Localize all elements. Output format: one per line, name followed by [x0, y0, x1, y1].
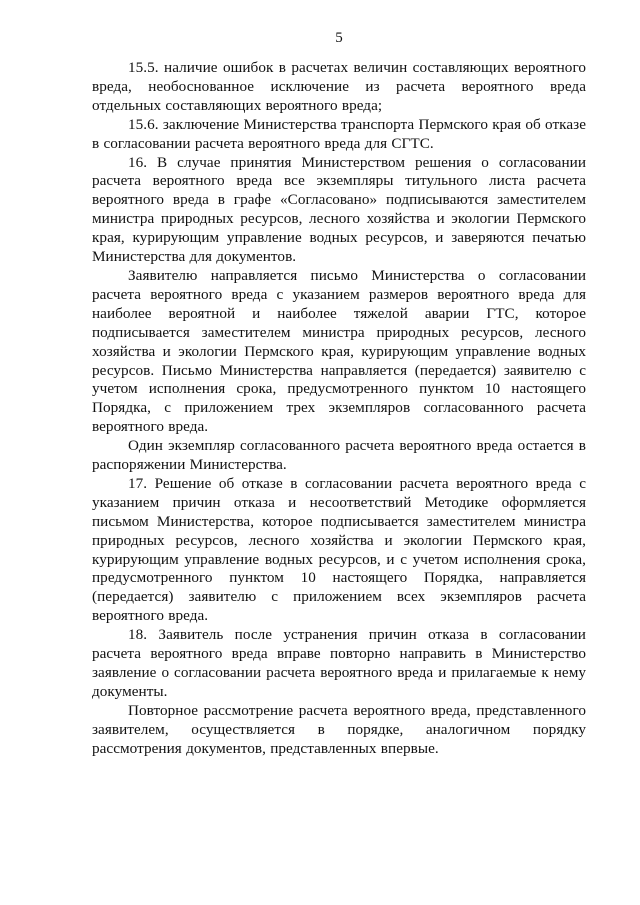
paragraph-16-letter: Заявителю направляется письмо Министерства о согласовании расчета вероятного вреда с указанием размеров вероятного вреда для наиболее вероятной и наиболее тяжелой аварии ГТС, которое подписывается заместителем министра природных ресурсов, лесного хозяйства и экологии Пермского края, курирующим управление водных ресурсов. Письмо Министерства направляется (передается) заявителю с учетом исполнения срока, предусмотренного пунктом 10 настоящего Порядка, с приложением трех экземпляров согласованного расчета вероятного вреда. [92, 266, 586, 436]
page-number: 5 [335, 30, 343, 46]
paragraph-16-copy: Один экземпляр согласованного расчета вероятного вреда остается в распоряжении Министерства. [92, 437, 586, 474]
paragraph-17: 17. Решение об отказе в согласовании расчета вероятного вреда с указанием причин отказа и несоответствий Методике оформляется письмом Министерства, которое подписывается заместителем министра природных ресурсов, лесного хозяйства и экологии Пермского края, курирующим управление водных ресурсов, и с учетом исполнения срока, предусмотренного пунктом 10 настоящего Порядка, направляется (передается) заявителю с приложением всех экземпляров расчета вероятного вреда. [92, 474, 586, 625]
paragraph-16: 16. В случае принятия Министерством решения о согласовании расчета вероятного вреда все экземпляры титульного листа расчета вероятного вреда в графе «Согласовано» подписываются заместителем министра природных ресурсов, лесного хозяйства и экологии Пермского края, курирующим управление водных ресурсов, и заверяются печатью Министерства для документов. [92, 153, 586, 266]
paragraph-15-6: 15.6. заключение Министерства транспорта Пермского края об отказе в согласовании расчета вероятного вреда для СГТС. [92, 115, 586, 152]
paragraph-18-review: Повторное рассмотрение расчета вероятного вреда, представленного заявителем, осуществляется в порядке, аналогичном порядку рассмотрения документов, представленных впервые. [92, 701, 586, 757]
paragraph-15-5: 15.5. наличие ошибок в расчетах величин составляющих вероятного вреда, необоснованное исключение из расчета вероятного вреда отдельных составляющих вероятного вреда; [92, 59, 586, 114]
paragraph-18: 18. Заявитель после устранения причин отказа в согласовании расчета вероятного вреда вправе повторно направить в Министерство заявление о согласовании расчета вероятного вреда и прилагаемые к нему документы. [92, 626, 586, 700]
